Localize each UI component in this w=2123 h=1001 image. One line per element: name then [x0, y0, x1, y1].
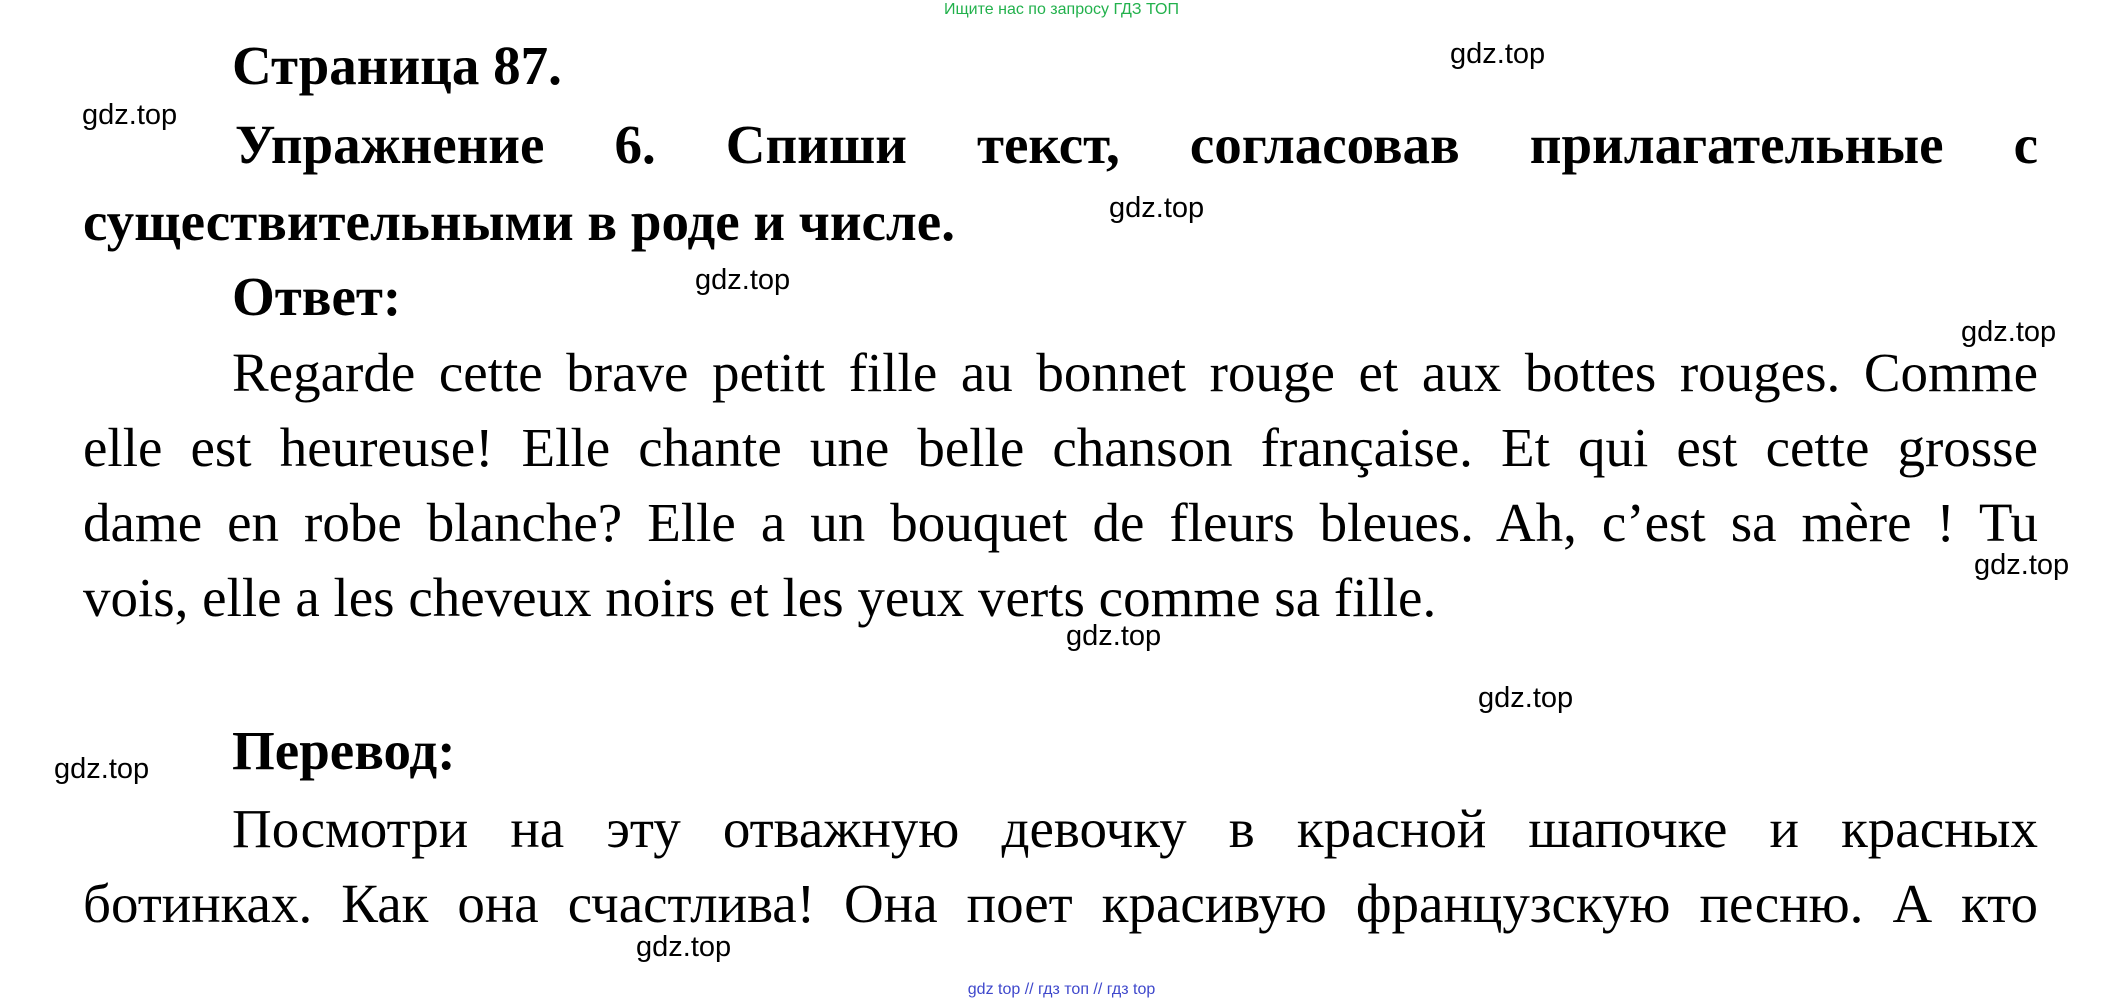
footer-links: gdz top // гдз топ // гдз top — [967, 981, 1156, 998]
translation-line-2: ботинках. Как она счастлива! Она поет красивую французскую песню. А кто — [83, 873, 2038, 934]
watermark: gdz.top — [1478, 682, 1574, 714]
translation-heading: Перевод: — [232, 720, 456, 781]
answer-line-2: elle est heureuse! Elle chante une belle chanson française. Et qui est cette grosse — [83, 417, 2038, 478]
watermark: gdz.top — [1961, 316, 2057, 348]
page-title: Страница 87. — [232, 35, 562, 96]
watermark: gdz.top — [1109, 192, 1205, 224]
watermark: gdz.top — [636, 931, 732, 963]
search-banner: Ищите нас по запросу ГДЗ ТОП — [944, 1, 1179, 18]
watermark: gdz.top — [82, 99, 178, 131]
watermark: gdz.top — [1066, 620, 1162, 652]
translation-line-1: Посмотри на эту отважную девочку в красной шапочке и красных — [232, 798, 2038, 859]
watermark: gdz.top — [1450, 38, 1546, 70]
watermark: gdz.top — [695, 264, 791, 296]
answer-line-4: vois, elle a les cheveux noirs et les yeux verts comme sa fille. — [83, 567, 1437, 628]
answer-heading: Ответ: — [232, 266, 402, 327]
watermark: gdz.top — [54, 753, 150, 785]
exercise-title-line-1: Упражнение 6. Спиши текст, согласовав прилагательные с — [235, 114, 2038, 175]
answer-line-3: dame en robe blanche? Elle a un bouquet de fleurs bleues. Ah, c’est sa mère ! Tu — [83, 492, 2038, 553]
watermark: gdz.top — [1974, 549, 2070, 581]
answer-line-1: Regarde cette brave petitt fille au bonnet rouge et aux bottes rouges. Comme — [232, 342, 2038, 403]
exercise-title-line-2: существительными в роде и числе. — [83, 191, 955, 252]
